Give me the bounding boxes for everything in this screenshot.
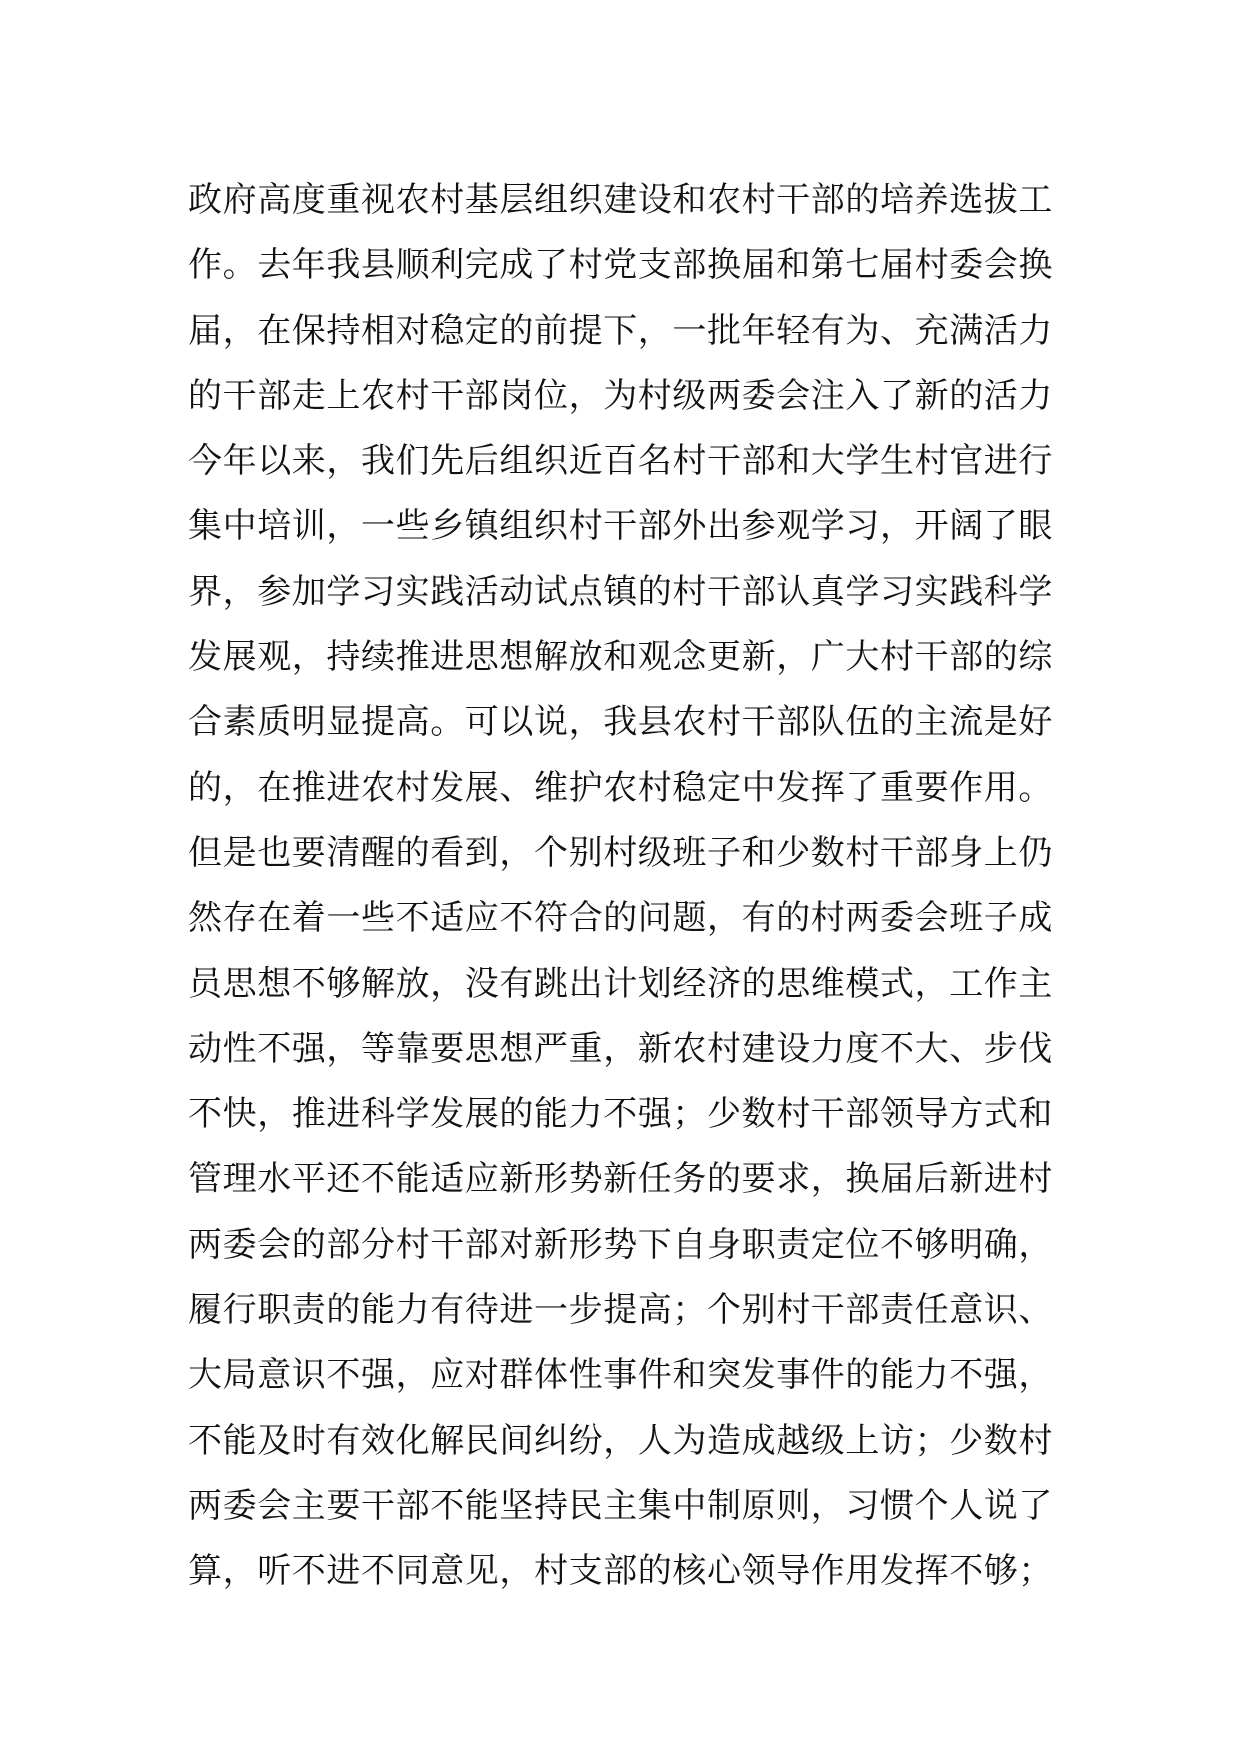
text-line: 但是也要清醒的看到，个别村级班子和少数村干部身上仍 <box>188 832 1053 873</box>
text-line: 合素质明显提高。可以说，我县农村干部队伍的主流是好 <box>188 702 1053 743</box>
text-line: 界，参加学习实践活动试点镇的村干部认真学习实践科学 <box>188 571 1053 612</box>
text-line: 作。去年我县顺利完成了村党支部换届和第七届村委会换 <box>188 245 1053 286</box>
text-line: 届，在保持相对稳定的前提下，一批年轻有为、充满活力 <box>188 310 1053 351</box>
text-line: 不快，推进科学发展的能力不强；少数村干部领导方式和 <box>188 1094 1053 1135</box>
text-line: 管理水平还不能适应新形势新任务的要求，换届后新进村 <box>188 1159 1053 1200</box>
text-line: 员思想不够解放，没有跳出计划经济的思维模式，工作主 <box>188 963 1053 1004</box>
text-line: 两委会主要干部不能坚持民主集中制原则，习惯个人说了 <box>188 1485 1053 1526</box>
body-text <box>188 168 1068 1605</box>
text-line: 政府高度重视农村基层组织建设和农村干部的培养选拔工 <box>188 180 1053 220</box>
text-line: 不能及时有效化解民间纠纷，人为造成越级上访；少数村 <box>188 1420 1053 1461</box>
text-line: 发展观，持续推进思想解放和观念更新，广大村干部的综 <box>188 637 1053 678</box>
text-line: 的，在推进农村发展、维护农村稳定中发挥了重要作用。 <box>188 767 1053 808</box>
text-line: 算，听不进不同意见，村支部的核心领导作用发挥不够； <box>188 1551 1053 1592</box>
text-line: 的干部走上农村干部岗位，为村级两委会注入了新的活力 <box>188 375 1053 416</box>
text-line: 动性不强，等靠要思想严重，新农村建设力度不大、步伐 <box>188 1028 1053 1069</box>
text-line: 集中培训，一些乡镇组织村干部外出参观学习，开阔了眼 <box>188 506 1053 547</box>
text-line: 大局意识不强，应对群体性事件和突发事件的能力不强， <box>188 1355 1053 1396</box>
text-line: 今年以来，我们先后组织近百名村干部和大学生村官进行 <box>188 441 1053 482</box>
text-line: 两委会的部分村干部对新形势下自身职责定位不够明确， <box>188 1224 1053 1265</box>
text-line: 然存在着一些不适应不符合的问题，有的村两委会班子成 <box>188 898 1053 939</box>
text-line: 履行职责的能力有待进一步提高；个别村干部责任意识、 <box>188 1290 1053 1331</box>
